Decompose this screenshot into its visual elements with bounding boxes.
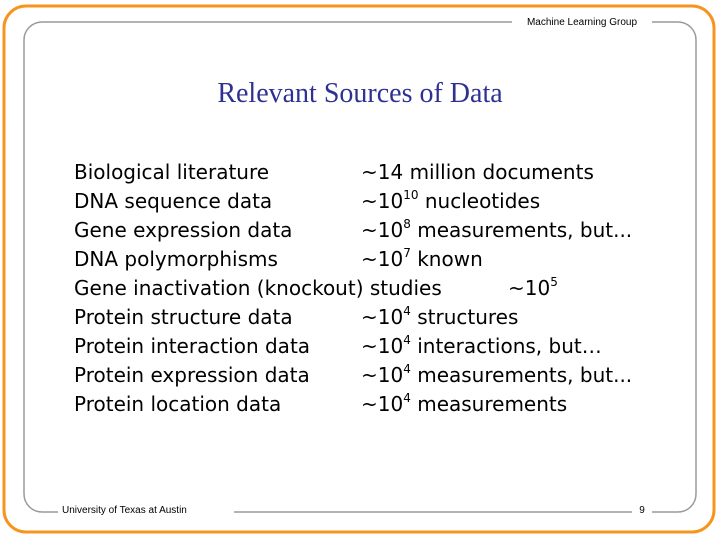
- list-item: [74, 218, 694, 247]
- item-value: $\sim 10^4$ measurements, but...: [361, 362, 633, 387]
- item-label: Protein expression data: [74, 363, 310, 387]
- slide-title: Relevant Sources of Data: [217, 78, 503, 109]
- item-value: $\sim 10^8$ measurements, but...: [361, 217, 633, 242]
- list-item: [74, 363, 694, 392]
- item-label: DNA sequence data: [74, 189, 273, 213]
- footer-institution: University of Texas at Austin: [58, 503, 234, 519]
- list-item: [74, 392, 694, 421]
- list-item: [74, 160, 694, 189]
- item-label: Gene inactivation (knockout) studies: [74, 276, 442, 300]
- item-value: $\sim 10^4$ interactions, but…: [361, 333, 602, 358]
- list-item: [74, 276, 694, 305]
- list-item: [74, 189, 694, 218]
- item-value: ~14 million documents: [361, 160, 594, 184]
- list-item: [74, 334, 694, 363]
- item-value: $\sim 10^{10}$ nucleotides: [361, 188, 541, 213]
- item-value: $\sim 10^5$: [508, 275, 558, 300]
- item-label: Biological literature: [74, 160, 270, 184]
- item-value: $\sim 10^4$ structures: [361, 304, 519, 329]
- list-item: [74, 247, 694, 276]
- item-value: $\sim 10^7$ known: [361, 246, 483, 271]
- item-label: DNA polymorphisms: [74, 247, 278, 271]
- data-sources-list: [74, 160, 694, 421]
- item-label: Gene expression data: [74, 218, 293, 242]
- item-label: Protein interaction data: [74, 334, 311, 358]
- header-group-label: Machine Learning Group: [512, 15, 652, 31]
- item-label: Protein location data: [74, 392, 282, 416]
- item-label: Protein structure data: [74, 305, 293, 329]
- item-value: $\sim 10^4$ measurements: [361, 391, 568, 416]
- list-item: [74, 305, 694, 334]
- page-number: 9: [632, 503, 652, 519]
